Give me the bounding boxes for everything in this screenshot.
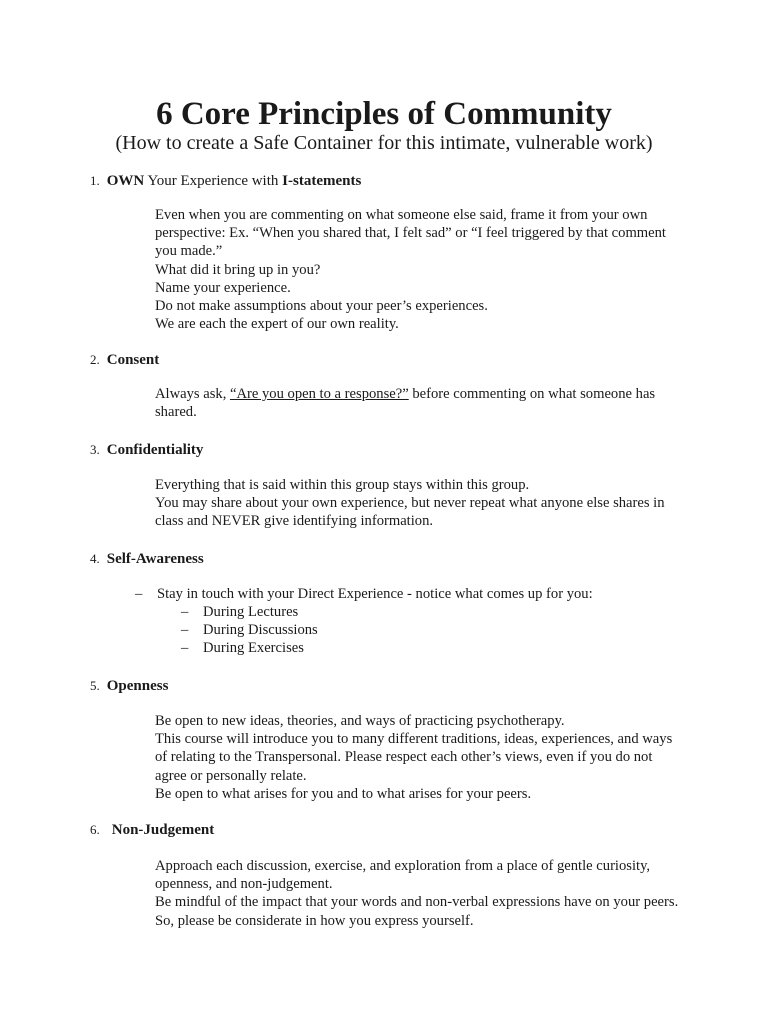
dash-bullet-icon: – — [181, 640, 189, 656]
section-heading-non-judgement — [90, 820, 214, 840]
section-body-openness — [155, 712, 685, 803]
body-line: Do not make assumptions about your peer’s experiences. — [155, 298, 488, 315]
dash-bullet-icon: – — [181, 604, 189, 620]
sub-bullet — [181, 639, 304, 657]
page-title: 6 Core Principles of Community — [156, 96, 612, 132]
heading-label: Confidentiality — [106, 442, 204, 458]
dash-bullet-icon: – — [135, 586, 143, 602]
body-line: Approach each discussion, exercise, and exploration from a place of gentle curiosity, openness, and non-judgement. — [155, 858, 651, 893]
heading-label: Self-Awareness — [106, 551, 204, 567]
body-line: What did it bring up in you? — [155, 261, 321, 278]
heading-bold-i-statements: I-statements — [282, 173, 362, 189]
section-number: 5. — [90, 678, 100, 693]
section-body-own — [155, 206, 675, 333]
section-number: 1. — [90, 173, 100, 188]
sub-bullet-text: During Lectures — [203, 604, 299, 620]
body-line: Even when you are commenting on what someone else said, frame it from your own perspective: Ex. “When you shared that, I felt sad” or “I feel triggered by that comment you made.” — [155, 207, 666, 260]
heading-label: Non-Judgement — [111, 822, 215, 838]
sub-bullet — [181, 603, 298, 621]
heading-label: Consent — [106, 352, 160, 368]
body-line: Name your experience. — [155, 279, 291, 296]
section-number: 2. — [90, 352, 100, 367]
body-line: You may share about your own experience, but never repeat what anyone else shares in class and NEVER give identifying information. — [155, 495, 665, 530]
section-body-consent — [155, 385, 685, 421]
body-line: We are each the expert of our own reality. — [155, 316, 399, 333]
section-number: 3. — [90, 442, 100, 457]
section-number: 4. — [90, 551, 100, 566]
heading-text-mid: Your Experience with — [144, 173, 283, 189]
section-body-confidentiality — [155, 476, 685, 531]
heading-label: Openness — [106, 678, 169, 694]
bullet-text: Stay in touch with your Direct Experience - notice what comes up for you: — [157, 586, 593, 602]
body-line: Be open to what arises for you and to what arises for your peers. — [155, 785, 532, 802]
body-text-pre: Always ask, — [155, 386, 230, 402]
heading-bold-own: OWN — [106, 173, 145, 189]
underlined-question: “Are you open to a response?” — [230, 386, 409, 402]
body-line: Be mindful of the impact that your words and non-verbal expressions have on your peers. So, please be considerate in how you express yourself. — [155, 894, 679, 929]
section-heading-self-awareness — [90, 549, 204, 569]
body-line: This course will introduce you to many different traditions, ideas, experiences, and ways of relating to the Transpersonal. Please respect each other’s views, even if you do not agree or personally relate. — [155, 731, 673, 784]
page-subtitle: (How to create a Safe Container for this intimate, vulnerable work) — [115, 132, 653, 154]
dash-bullet-icon: – — [181, 622, 189, 638]
section-heading-openness — [90, 676, 168, 696]
bullet-main — [135, 585, 593, 603]
body-text-post: before commenting on what someone has shared. — [155, 386, 659, 421]
section-body-non-judgement — [155, 857, 685, 930]
section-heading-confidentiality — [90, 440, 203, 460]
section-number: 6. — [90, 822, 100, 837]
body-line: Be open to new ideas, theories, and ways of practicing psychotherapy. — [155, 713, 565, 729]
sub-bullet-text: During Exercises — [203, 640, 304, 656]
sub-bullet — [181, 621, 318, 639]
body-line: Everything that is said within this group stays within this group. — [155, 477, 530, 493]
section-heading-own — [90, 171, 361, 191]
body-line — [155, 385, 685, 421]
section-heading-consent — [90, 350, 159, 370]
sub-bullet-text: During Discussions — [203, 622, 318, 638]
